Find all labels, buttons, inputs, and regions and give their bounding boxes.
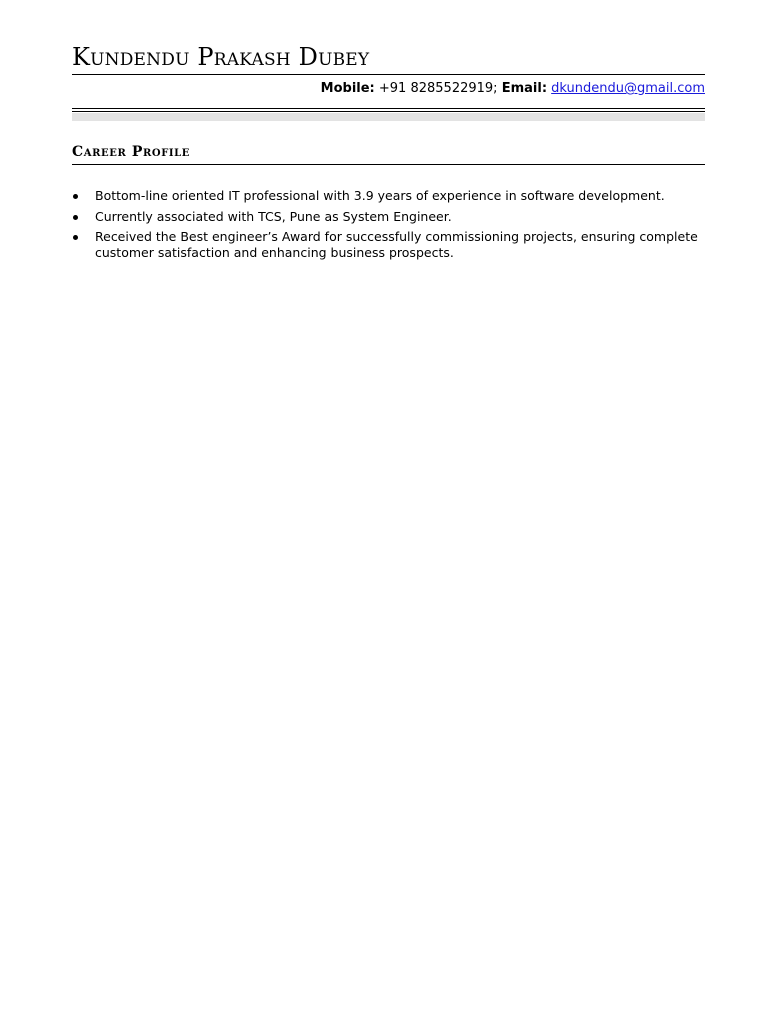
bullet-icon — [73, 194, 78, 199]
candidate-name: Kundendu Prakash Dubey — [72, 43, 370, 71]
bullet-icon — [73, 235, 78, 240]
mobile-label: Mobile: — [320, 81, 375, 96]
bullet-icon — [73, 215, 78, 220]
career-profile-heading: Career Profile — [72, 144, 191, 160]
email-link[interactable]: dkundendu@gmail.com — [551, 81, 705, 96]
header-gray-band — [72, 113, 705, 121]
career-profile-item-text: Received the Best engineer’s Award for successfully commissioning projects, ensuring complete customer satisfaction and enhancing business prospects. — [95, 229, 698, 260]
header-double-rule-top — [72, 108, 705, 109]
contact-line — [321, 80, 705, 97]
mobile-value: +91 8285522919; — [378, 81, 498, 96]
career-profile-item — [72, 229, 705, 261]
career-profile-item-text: Bottom-line oriented IT professional with 3.9 years of experience in software development. — [95, 188, 665, 203]
career-profile-item-text: Currently associated with TCS, Pune as System Engineer. — [95, 208, 452, 224]
career-profile-item — [72, 209, 705, 225]
career-profile-item — [72, 188, 705, 204]
career-profile-divider — [72, 164, 705, 165]
email-label: Email: — [501, 81, 548, 96]
header-divider — [72, 74, 705, 75]
career-profile-list — [72, 188, 705, 266]
header-double-rule-bottom — [72, 111, 705, 112]
